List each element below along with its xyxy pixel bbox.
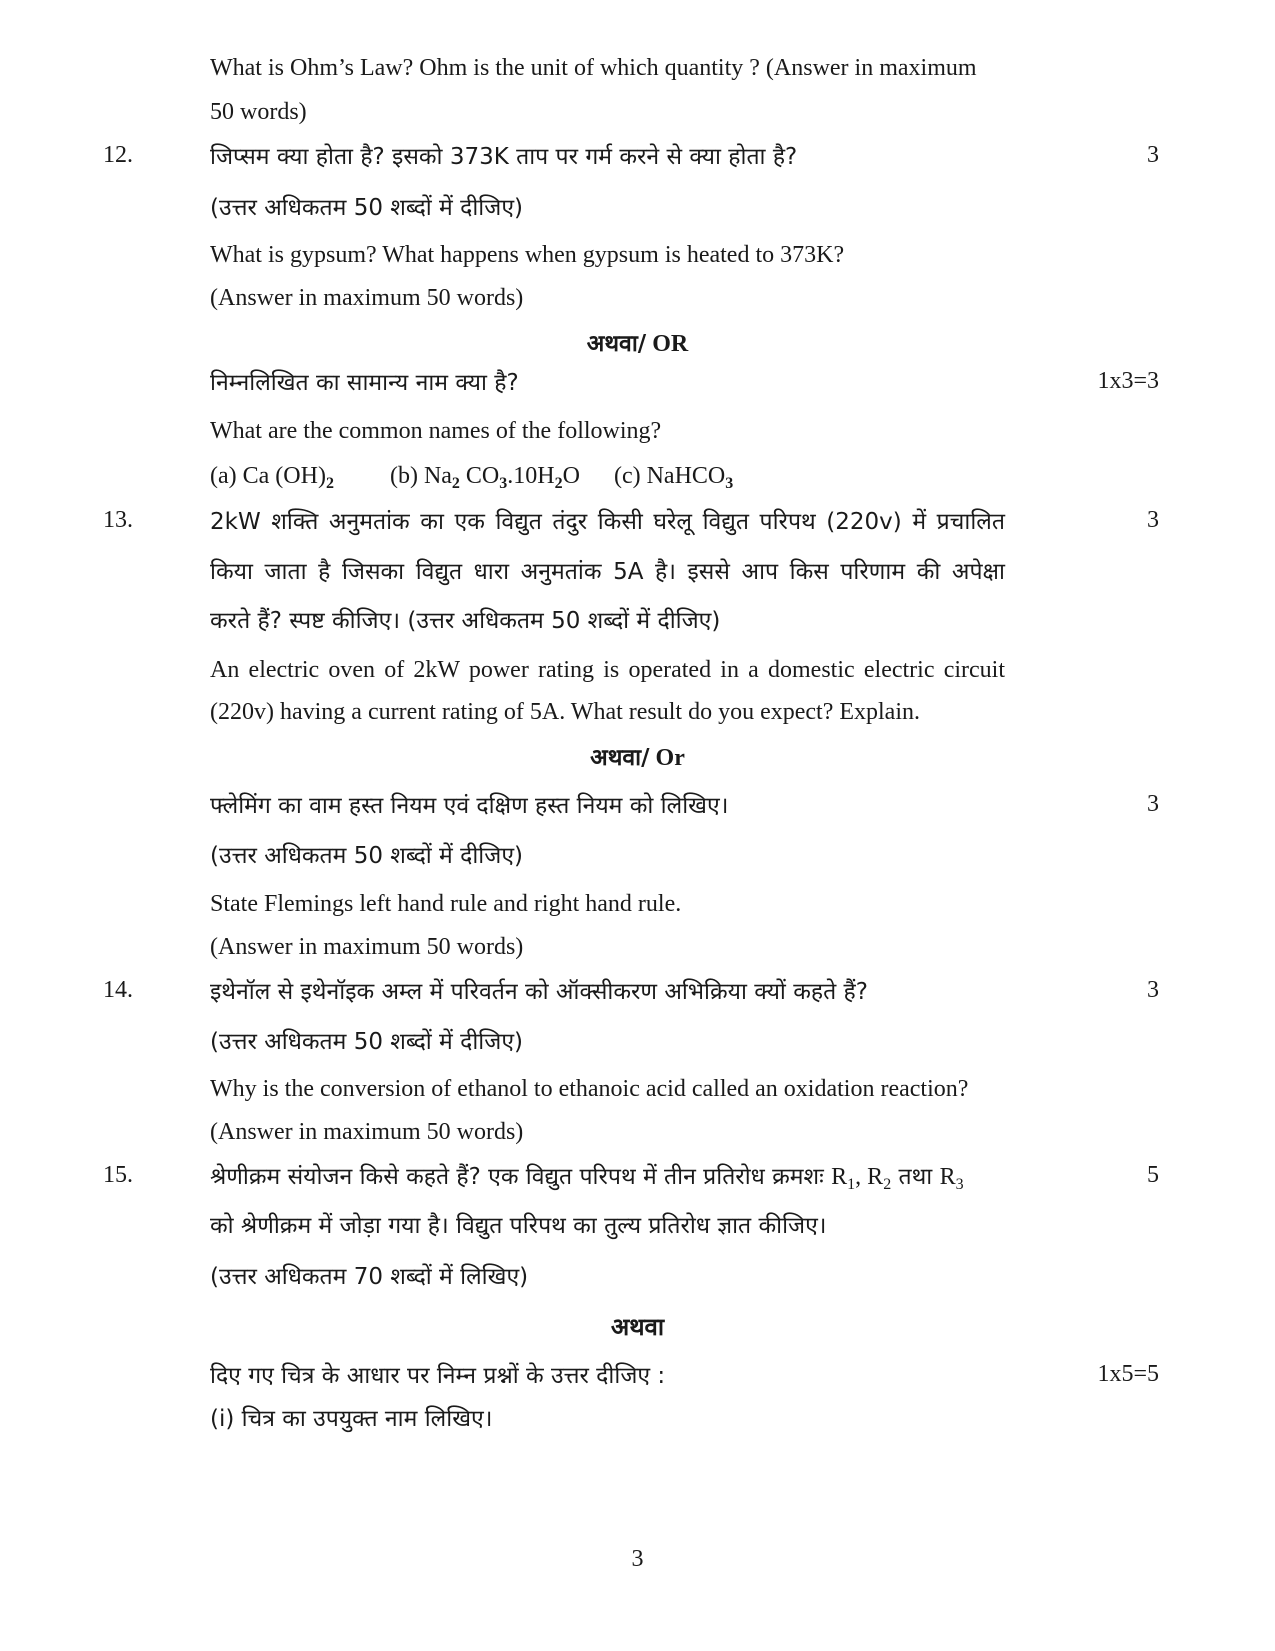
option-c: (c) NaHCO$_3$ xyxy=(613,463,734,492)
q12-alt-english: What are the common names of the following? xyxy=(210,418,662,444)
q15-alt-hindi-line2: (i) चित्र का उपयुक्त नाम लिखिए। xyxy=(210,1406,493,1432)
q13-english-line2: (220v) having a current rating of 5A. What result do you expect? Explain. xyxy=(210,699,921,725)
q14-hindi-line2: (उत्तर अधिकतम 50 शब्दों में दीजिए) xyxy=(210,1029,524,1055)
q13-english-line1: An electric oven of 2kW power rating is operated in a domestic electric circuit xyxy=(210,657,1005,683)
q13-alt-english-line2: (Answer in maximum 50 words) xyxy=(210,934,524,960)
q13-or-heading xyxy=(0,743,1275,773)
q12-alt-hindi: निम्नलिखित का सामान्य नाम क्या है? xyxy=(210,370,519,396)
ohms-law-question-line1: What is Ohm’s Law? Ohm is the unit of which quantity ? (Answer in maximum xyxy=(210,55,977,81)
q12-hindi-line1: जिप्सम क्या होता है? इसको 373K ताप पर गर्म करने से क्या होता है? xyxy=(210,144,798,170)
q13-alt-hindi-line2: (उत्तर अधिकतम 50 शब्दों में दीजिए) xyxy=(210,843,524,869)
q12-hindi-line2: (उत्तर अधिकतम 50 शब्दों में दीजिए) xyxy=(210,195,524,221)
q15-marks: 5 xyxy=(1147,1162,1159,1188)
q15-hindi-line3: (उत्तर अधिकतम 70 शब्दों में लिखिए) xyxy=(210,1264,529,1290)
q13-alt-hindi-line1: फ्लेमिंग का वाम हस्त नियम एवं दक्षिण हस्त नियम को लिखिए। xyxy=(210,793,729,819)
q13-alt-english-line1: State Flemings left hand rule and right hand rule. xyxy=(210,891,682,917)
page-number: 3 xyxy=(631,1546,644,1572)
q12-english-line1: What is gypsum? What happens when gypsum is heated to 373K? xyxy=(210,242,845,268)
q14-english-line2: (Answer in maximum 50 words) xyxy=(210,1119,524,1145)
q12-options xyxy=(210,461,1060,491)
q15-alt-marks: 1x5=5 xyxy=(1097,1361,1159,1387)
question-number-14: 14. xyxy=(103,977,133,1003)
q15-hindi-line2: को श्रेणीक्रम में जोड़ा गया है। विद्युत परिपथ का तुल्य प्रतिरोध ज्ञात कीजिए। xyxy=(210,1213,827,1239)
or-english: Or xyxy=(649,745,685,771)
q12-marks: 3 xyxy=(1147,142,1159,168)
q13-hindi-line1: 2kW शक्ति अनुमतांक का एक विद्युत तंदुर किसी घरेलू विद्युत परिपथ (220v) में प्रचालित xyxy=(210,509,1005,535)
question-number-13: 13. xyxy=(103,507,133,533)
question-number-15: 15. xyxy=(103,1162,133,1188)
q12-english-line2: (Answer in maximum 50 words) xyxy=(210,285,524,311)
q13-hindi-line3: करते हैं? स्पष्ट कीजिए। (उत्तर अधिकतम 50 शब्दों में दीजिए) xyxy=(210,608,721,634)
option-a: (a) Ca $(OH)_2$ xyxy=(210,463,334,492)
q15-hindi-line1: श्रेणीक्रम संयोजन किसे कहते हैं? एक विद्युत परिपथ में तीन प्रतिरोध क्रमशः $R_1$, $R_2$ तथा $R_3$ xyxy=(210,1164,964,1193)
or-hindi: अथवा/ xyxy=(590,745,650,771)
option-b: (b) $Na_2$ $CO_3.10H_2O$ xyxy=(389,463,580,492)
or-hindi: अथवा/ xyxy=(586,331,647,357)
q13-alt-marks: 3 xyxy=(1147,791,1159,817)
question-number-12: 12. xyxy=(103,142,133,168)
q13-hindi-line2: किया जाता है जिसका विद्युत धारा अनुमतांक 5A है। इससे आप किस परिणाम की अपेक्षा xyxy=(210,559,1005,585)
q15-or-heading: अथवा xyxy=(610,1313,665,1341)
q14-english-line1: Why is the conversion of ethanol to ethanoic acid called an oxidation reaction? xyxy=(210,1076,969,1102)
q13-marks: 3 xyxy=(1147,507,1159,533)
q12-or-heading xyxy=(0,329,1275,359)
q12-alt-marks: 1x3=3 xyxy=(1097,368,1159,394)
q15-alt-hindi-line1: दिए गए चित्र के आधार पर निम्न प्रश्नों के उत्तर दीजिए : xyxy=(210,1363,666,1389)
q14-marks: 3 xyxy=(1147,977,1159,1003)
or-english: OR xyxy=(646,331,689,357)
q14-hindi-line1: इथेनॉल से इथेनॉइक अम्ल में परिवर्तन को ऑक्सीकरण अभिक्रिया क्यों कहते हैं? xyxy=(210,979,868,1005)
ohms-law-question-line2: 50 words) xyxy=(210,99,307,125)
